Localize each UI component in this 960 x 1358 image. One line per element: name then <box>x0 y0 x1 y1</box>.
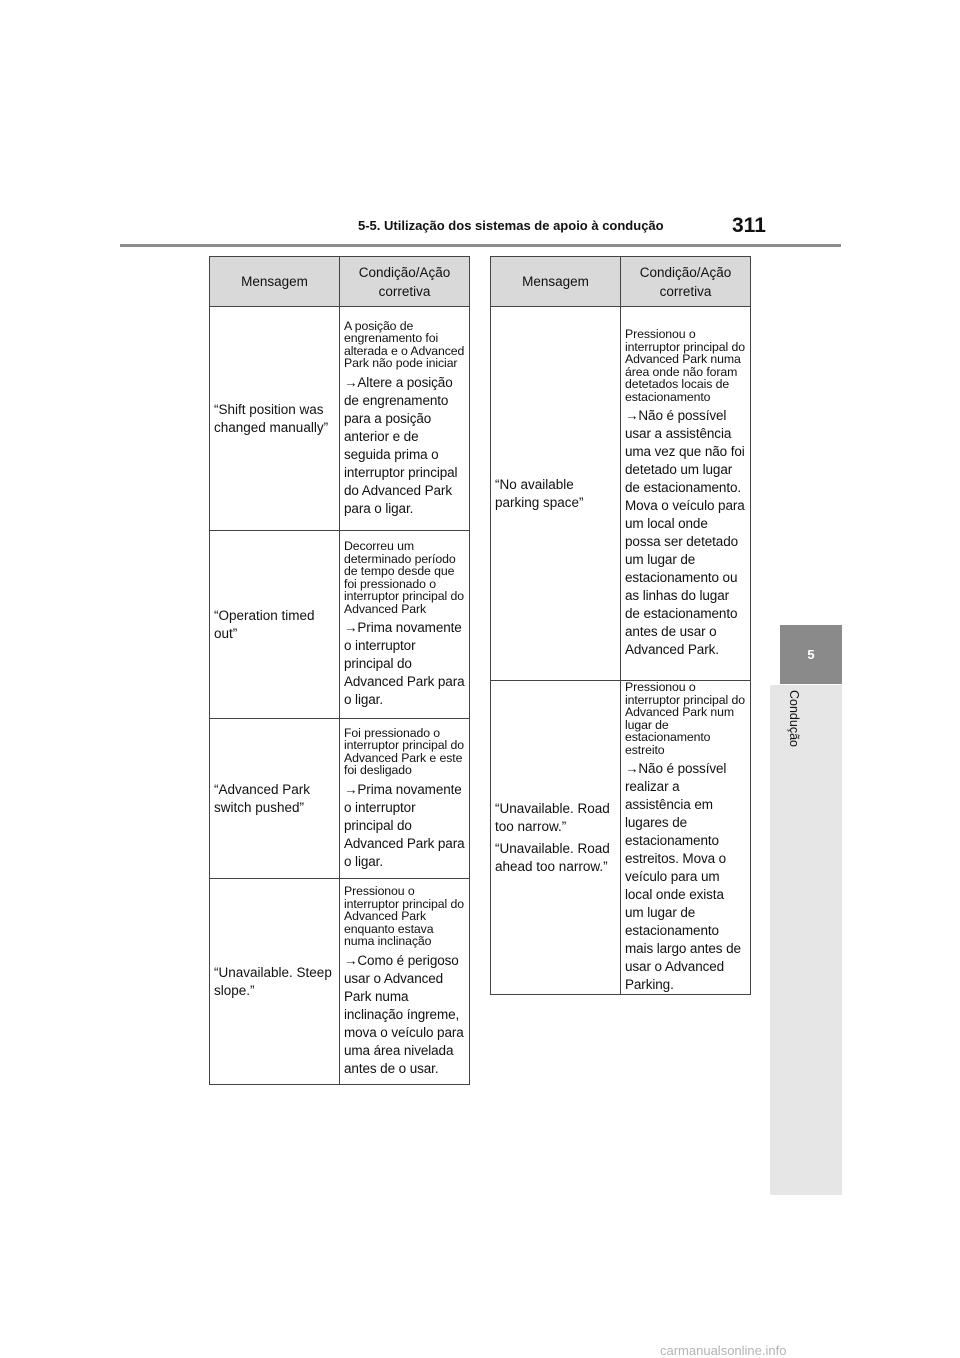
chapter-label: Condução <box>787 690 801 747</box>
condition-cell <box>340 719 470 879</box>
corrective-action-text: →Não é possível usar a assistência uma vez que não foi detetado um lugar de estacionamento. Mova o veículo para um local onde possa ser detetado um lugar de estacionamento ou as linhas do lugar de estacionamento antes de usar o Advanced Park. <box>625 408 745 657</box>
table-row <box>491 681 751 995</box>
corrective-action-text: →Não é possível realizar a assistência em lugares de estacionamento estreitos. Mova o veículo para um local onde exista um lugar de estacionamento mais largo antes de usar o Advanced Parking. <box>625 761 741 992</box>
table-row <box>491 307 751 681</box>
section-title: 5-5. Utilização dos sistemas de apoio à condução <box>358 218 664 233</box>
corrective-action-text: →Prima novamente o interruptor principal do Advanced Park para o ligar. <box>344 620 465 707</box>
header-divider <box>120 244 841 247</box>
table-row <box>210 531 470 719</box>
condition-cell <box>621 681 751 995</box>
corrective-action-text: →Altere a posição de engrenamento para a posição anterior e de seguida prima o interruptor principal do Advanced Park para o ligar. <box>344 374 458 516</box>
page-number: 311 <box>732 214 766 237</box>
column-header-message: Mensagem <box>491 257 621 307</box>
condition-text: Pressionou o interruptor principal do Advanced Park num lugar de estacionamento estreito <box>625 680 745 757</box>
messages-table-right <box>490 256 751 995</box>
messages-table-left <box>209 256 470 1085</box>
condition-text: Foi pressionado o interruptor principal do Advanced Park e este foi desligado <box>344 725 464 777</box>
chapter-number: 5 <box>807 647 815 662</box>
table-row <box>210 307 470 531</box>
message-text: “Unavailable. Road too narrow.” <box>495 800 610 834</box>
condition-text: A posição de engrenamento foi alterada e o Advanced Park não pode iniciar <box>344 318 465 370</box>
condition-text: Pressionou o interruptor principal do Advanced Park enquanto estava numa inclinação <box>344 884 464 949</box>
message-text-alt: “Unavailable. Road ahead too narrow.” <box>495 840 610 874</box>
column-header-message: Mensagem <box>210 257 340 307</box>
corrective-action-text: →Como é perigoso usar o Advanced Park numa inclinação íngreme, mova o veículo para uma área nivelada antes de o usar. <box>344 952 464 1076</box>
message-text: “Shift position was changed manually” <box>210 307 340 531</box>
message-text: “Unavailable. Steep slope.” <box>210 879 340 1085</box>
chapter-side-bar <box>770 685 842 1195</box>
condition-cell <box>340 531 470 719</box>
condition-cell <box>340 879 470 1085</box>
corrective-action-text: →Prima novamente o interruptor principal do Advanced Park para o ligar. <box>344 781 465 869</box>
condition-text: Decorreu um determinado período de tempo desde que foi pressionado o interruptor principal do Advanced Park <box>344 539 464 616</box>
table-row <box>210 719 470 879</box>
condition-cell <box>340 307 470 531</box>
message-text: “No available parking space” <box>491 307 621 681</box>
column-header-condition: Condição/Ação corretiva <box>621 257 751 307</box>
footer-watermark: carmanualsonline.info <box>660 1343 787 1358</box>
message-text: “Advanced Park switch pushed” <box>210 719 340 879</box>
message-text: “Operation timed out” <box>210 531 340 719</box>
table-row <box>210 879 470 1085</box>
condition-cell <box>621 307 751 681</box>
message-cell <box>491 681 621 995</box>
column-header-condition: Condição/Ação corretiva <box>340 257 470 307</box>
condition-text: Pressionou o interruptor principal do Advanced Park numa área onde não foram detetados locais de estacionamento <box>625 327 745 404</box>
chapter-tab[interactable] <box>780 625 842 684</box>
